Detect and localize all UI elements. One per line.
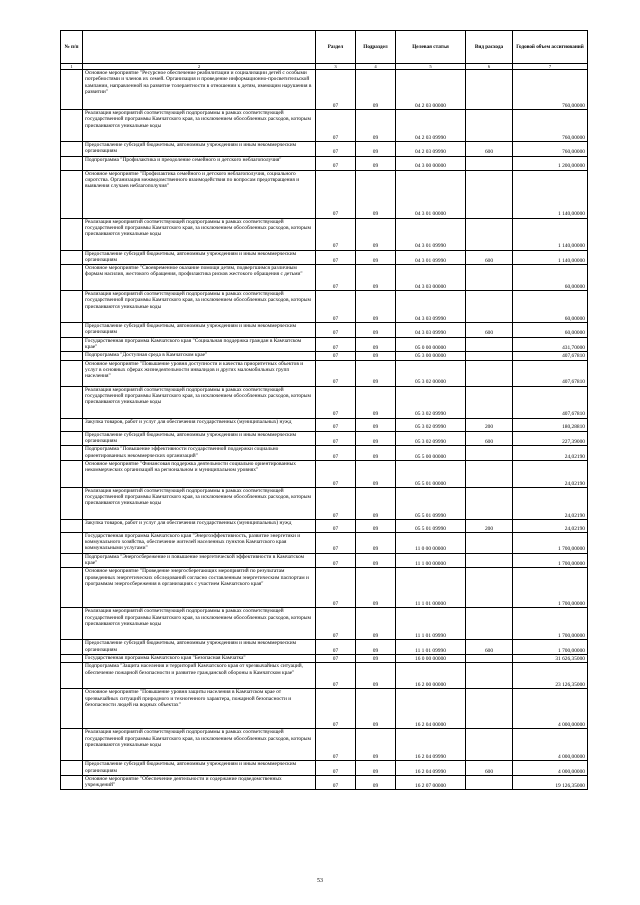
cell-celevaya: 16 2 04 00000 xyxy=(396,689,466,729)
table-row xyxy=(61,729,588,761)
cell-razdel: 07 xyxy=(316,265,356,291)
cell-sum: 4 000,00000 xyxy=(513,761,588,776)
table-row xyxy=(61,110,588,142)
cell-sum: 24,02190 xyxy=(513,460,588,487)
cell-num xyxy=(61,532,83,553)
cell-vid: 600 xyxy=(466,250,513,265)
cell-celevaya: 04 3 03 00000 xyxy=(396,265,466,291)
cell-vid xyxy=(466,460,513,487)
cell-num xyxy=(61,519,83,532)
table-row xyxy=(61,532,588,553)
cell-vid xyxy=(466,446,513,461)
cell-podrazdel: 09 xyxy=(356,360,396,386)
cell-vid xyxy=(466,156,513,170)
cell-sum: 4 000,00000 xyxy=(513,729,588,761)
cell-sum: 227,39000 xyxy=(513,431,588,446)
cell-num xyxy=(61,431,83,446)
table-row xyxy=(61,568,588,608)
row-label: Реализация мероприятий соответствующей подпрограммы в рамках соответствующей государственной программы Камчатского края, за исключением обособленных расходов, которым присваиваются уникальные коды xyxy=(85,487,311,507)
cell-num xyxy=(61,70,83,110)
cell-name xyxy=(83,654,316,662)
cell-name xyxy=(83,170,316,218)
cell-name xyxy=(83,553,316,568)
cell-name xyxy=(83,568,316,608)
table-row xyxy=(61,761,588,776)
cell-sum: 407,67810 xyxy=(513,352,588,360)
cell-sum: 24,02190 xyxy=(513,487,588,519)
table-row xyxy=(61,142,588,157)
column-number: 4 xyxy=(356,64,396,70)
table-row xyxy=(61,218,588,250)
cell-vid xyxy=(466,663,513,689)
row-label: Реализация мероприятий соответствующей подпрограммы в рамках соответствующей государственной программы Камчатского края, за исключением обособленных расходов, которым присваиваются уникальные коды xyxy=(85,608,311,627)
table-row xyxy=(61,70,588,110)
table-row xyxy=(61,553,588,568)
cell-sum: 407,67810 xyxy=(513,360,588,386)
table-row xyxy=(61,519,588,532)
cell-vid xyxy=(466,608,513,640)
header-obem: Годовой объем ассигнований xyxy=(513,31,588,64)
row-label: Основное мероприятие "Своевременное оказание помощи детям, подвергшимся различным формам насилия, жестокого обращения, профилактика рисков жестокого обращения с детьми" xyxy=(85,265,303,278)
cell-celevaya: 16 0 00 00000 xyxy=(396,654,466,662)
row-label: Подпрограмма "Повышение эффективности государственной поддержки социально ориентированных некоммерческих организаций" xyxy=(85,446,279,459)
row-label: Предоставление субсидий бюджетным, автономным учреждениям и иным некоммерческим организациям xyxy=(85,761,297,774)
cell-vid: 200 xyxy=(466,418,513,431)
cell-podrazdel: 09 xyxy=(356,446,396,461)
cell-razdel: 07 xyxy=(316,110,356,142)
cell-num xyxy=(61,487,83,519)
cell-razdel: 07 xyxy=(316,663,356,689)
cell-celevaya: 04 3 01 09990 xyxy=(396,218,466,250)
row-label: Государственная программа Камчатского края "Безопасная Камчатка" xyxy=(85,654,246,661)
cell-razdel: 07 xyxy=(316,156,356,170)
row-label: Предоставление субсидий бюджетным, автономным учреждениям и иным некоммерческим организациям xyxy=(85,431,297,444)
cell-sum: 23 126,35000 xyxy=(513,663,588,689)
cell-razdel: 07 xyxy=(316,70,356,110)
cell-name xyxy=(83,729,316,761)
cell-podrazdel: 09 xyxy=(356,663,396,689)
cell-vid xyxy=(466,654,513,662)
cell-celevaya: 04 2 03 09990 xyxy=(396,142,466,157)
table-row xyxy=(61,640,588,655)
cell-name xyxy=(83,640,316,655)
cell-podrazdel: 09 xyxy=(356,70,396,110)
cell-podrazdel: 09 xyxy=(356,654,396,662)
column-number: 2 xyxy=(83,64,316,70)
cell-razdel: 07 xyxy=(316,608,356,640)
row-label: Государственная программа Камчатского края "Энергоэффективность, развитие энергетики и коммунального хозяйства, обеспечение жителей населенных пунктов Камчатского края коммунальными услугами" xyxy=(85,532,301,552)
cell-razdel: 07 xyxy=(316,519,356,532)
cell-sum: 1 700,00000 xyxy=(513,553,588,568)
table-row xyxy=(61,663,588,689)
cell-celevaya: 04 3 03 09990 xyxy=(396,291,466,323)
row-label: Основное мероприятие "Ресурсное обеспечение реабилитации и социализации детей с особыми потребностями и членов их семей. Организация и проведение информационно-просветительской кампании, направленной на развитие толерантности в отношении к детям, имеющим нарушения в развитии" xyxy=(85,70,312,95)
cell-celevaya: 04 3 01 00000 xyxy=(396,170,466,218)
cell-podrazdel: 09 xyxy=(356,431,396,446)
cell-sum: 4 000,00000 xyxy=(513,689,588,729)
cell-podrazdel: 09 xyxy=(356,142,396,157)
cell-num xyxy=(61,568,83,608)
table-row xyxy=(61,156,588,170)
cell-num xyxy=(61,386,83,418)
cell-vid xyxy=(466,386,513,418)
cell-name xyxy=(83,460,316,487)
cell-name xyxy=(83,110,316,142)
cell-name xyxy=(83,532,316,553)
cell-num xyxy=(61,418,83,431)
cell-celevaya: 11 1 01 09990 xyxy=(396,608,466,640)
cell-name xyxy=(83,250,316,265)
cell-num xyxy=(61,218,83,250)
row-label: Основное мероприятие "Профилактика семейного и детского неблагополучия, социального сиротства. Организация межведомственного взаимодействия по вопросам предотвращения и выявления случаев неблагополучия" xyxy=(85,170,300,190)
cell-celevaya: 05 5 00 00000 xyxy=(396,446,466,461)
cell-podrazdel: 09 xyxy=(356,265,396,291)
table-row xyxy=(61,265,588,291)
header-razdel: Раздел xyxy=(316,31,356,64)
row-label: Реализация мероприятий соответствующей подпрограммы в рамках соответствующей государственной программы Камчатского края, за исключением обособленных расходов, которым присваиваются уникальные коды xyxy=(85,218,311,238)
cell-podrazdel: 09 xyxy=(356,386,396,418)
cell-celevaya: 16 2 04 09990 xyxy=(396,729,466,761)
cell-podrazdel: 09 xyxy=(356,110,396,142)
cell-name xyxy=(83,446,316,461)
cell-name xyxy=(83,352,316,360)
cell-name xyxy=(83,156,316,170)
row-label: Подпрограмма "Защита населения и территорий Камчатского края от чрезвычайных ситуаций, обеспечение пожарной безопасности и развитие гражданской обороны в Камчатском крае" xyxy=(85,663,304,676)
cell-podrazdel: 09 xyxy=(356,729,396,761)
cell-podrazdel: 09 xyxy=(356,156,396,170)
cell-podrazdel: 09 xyxy=(356,640,396,655)
cell-num xyxy=(61,608,83,640)
cell-razdel: 07 xyxy=(316,761,356,776)
cell-celevaya: 05 0 00 00000 xyxy=(396,337,466,352)
cell-vid xyxy=(466,291,513,323)
cell-num xyxy=(61,775,83,790)
table-row xyxy=(61,775,588,790)
cell-name xyxy=(83,775,316,790)
cell-name xyxy=(83,386,316,418)
budget-table xyxy=(60,30,588,790)
row-label: Основное мероприятие "Проведение энергосберегающих мероприятий по результатам проведенных энергетических обследований согласно составленным энергетическим паспортам и программам энергосбережения в организациях с участием Камчатского края" xyxy=(85,568,309,587)
cell-name xyxy=(83,761,316,776)
cell-podrazdel: 09 xyxy=(356,460,396,487)
cell-num xyxy=(61,663,83,689)
row-label: Реализация мероприятий соответствующей подпрограммы в рамках соответствующей государственной программы Камчатского края, за исключением обособленных расходов, которым присваиваются уникальные коды xyxy=(85,291,311,310)
row-label: Реализация мероприятий соответствующей подпрограммы в рамках соответствующей государственной программы Камчатского края, за исключением обособленных расходов, которым присваиваются уникальные коды xyxy=(85,110,311,129)
cell-celevaya: 05 3 02 09990 xyxy=(396,418,466,431)
cell-name xyxy=(83,142,316,157)
cell-celevaya: 04 2 03 00000 xyxy=(396,70,466,110)
table-row xyxy=(61,460,588,487)
cell-sum: 407,67810 xyxy=(513,386,588,418)
cell-celevaya: 05 3 02 09990 xyxy=(396,386,466,418)
cell-celevaya: 16 2 07 00000 xyxy=(396,775,466,790)
cell-podrazdel: 09 xyxy=(356,553,396,568)
cell-name xyxy=(83,323,316,338)
cell-celevaya: 05 5 01 09990 xyxy=(396,487,466,519)
cell-sum: 60,00000 xyxy=(513,265,588,291)
cell-name xyxy=(83,265,316,291)
cell-vid xyxy=(466,689,513,729)
cell-num xyxy=(61,446,83,461)
cell-name xyxy=(83,337,316,352)
cell-razdel: 07 xyxy=(316,291,356,323)
cell-razdel: 07 xyxy=(316,250,356,265)
cell-vid xyxy=(466,70,513,110)
cell-sum: 24,02190 xyxy=(513,519,588,532)
header-name xyxy=(83,31,316,64)
cell-podrazdel: 09 xyxy=(356,218,396,250)
cell-vid: 600 xyxy=(466,431,513,446)
cell-name xyxy=(83,519,316,532)
cell-num xyxy=(61,640,83,655)
cell-num xyxy=(61,170,83,218)
cell-podrazdel: 09 xyxy=(356,250,396,265)
cell-podrazdel: 09 xyxy=(356,352,396,360)
cell-podrazdel: 09 xyxy=(356,568,396,608)
cell-razdel: 07 xyxy=(316,568,356,608)
cell-razdel: 07 xyxy=(316,360,356,386)
cell-razdel: 07 xyxy=(316,386,356,418)
cell-num xyxy=(61,142,83,157)
cell-vid: 600 xyxy=(466,142,513,157)
cell-num xyxy=(61,689,83,729)
cell-celevaya: 16 2 04 09990 xyxy=(396,761,466,776)
cell-razdel: 07 xyxy=(316,460,356,487)
cell-num xyxy=(61,110,83,142)
cell-sum: 760,00000 xyxy=(513,110,588,142)
cell-razdel: 07 xyxy=(316,446,356,461)
cell-celevaya: 16 2 00 00000 xyxy=(396,663,466,689)
cell-num xyxy=(61,360,83,386)
header-podrazdel: Подраздел xyxy=(356,31,396,64)
cell-vid xyxy=(466,352,513,360)
row-label: Основное мероприятие "Финансовая поддержка деятельности социально ориентированных некоммерческих организаций на региональном и муниципальном уровнях" xyxy=(85,460,296,474)
cell-podrazdel: 09 xyxy=(356,337,396,352)
cell-vid xyxy=(466,218,513,250)
cell-num xyxy=(61,352,83,360)
cell-razdel: 07 xyxy=(316,689,356,729)
cell-celevaya: 11 1 01 00000 xyxy=(396,568,466,608)
table-header-row xyxy=(61,31,588,64)
column-number: 1 xyxy=(61,64,83,70)
table-body xyxy=(61,70,588,790)
cell-podrazdel: 09 xyxy=(356,170,396,218)
cell-podrazdel: 09 xyxy=(356,532,396,553)
cell-vid xyxy=(466,553,513,568)
cell-sum: 19 126,35000 xyxy=(513,775,588,790)
column-number: 3 xyxy=(316,64,356,70)
cell-sum: 760,00000 xyxy=(513,142,588,157)
table-row xyxy=(61,418,588,431)
cell-num xyxy=(61,460,83,487)
row-label: Подпрограмма "Профилактика и преодоление семейного и детского неблагополучия" xyxy=(85,156,282,163)
header-num: № п/п xyxy=(61,31,83,64)
cell-vid xyxy=(466,487,513,519)
cell-vid xyxy=(466,532,513,553)
row-label: Предоставление субсидий бюджетным, автономным учреждениям и иным некоммерческим организациям xyxy=(85,250,297,263)
row-label: Основное мероприятие "Обеспечение деятельности и содержание подведомственных учреждений" xyxy=(85,775,282,789)
table-row xyxy=(61,487,588,519)
cell-razdel: 07 xyxy=(316,729,356,761)
cell-name xyxy=(83,218,316,250)
cell-num xyxy=(61,337,83,352)
cell-name xyxy=(83,418,316,431)
cell-vid xyxy=(466,170,513,218)
cell-name xyxy=(83,291,316,323)
cell-num xyxy=(61,156,83,170)
cell-sum: 1 700,00000 xyxy=(513,532,588,553)
table-row xyxy=(61,337,588,352)
cell-celevaya: 05 3 00 00000 xyxy=(396,352,466,360)
table-row xyxy=(61,431,588,446)
cell-razdel: 07 xyxy=(316,170,356,218)
cell-razdel: 07 xyxy=(316,640,356,655)
cell-podrazdel: 09 xyxy=(356,761,396,776)
cell-vid: 600 xyxy=(466,323,513,338)
cell-num xyxy=(61,323,83,338)
row-label: Реализация мероприятий соответствующей подпрограммы в рамках соответствующей государственной программы Камчатского края, за исключением обособленных расходов, которым присваиваются уникальные коды xyxy=(85,386,311,406)
row-label: Реализация мероприятий соответствующей подпрограммы в рамках соответствующей государственной программы Камчатского края, за исключением обособленных расходов, которым присваиваются уникальные коды xyxy=(85,729,311,748)
cell-celevaya: 11 0 00 00000 xyxy=(396,532,466,553)
cell-razdel: 07 xyxy=(316,337,356,352)
cell-celevaya: 05 5 01 09990 xyxy=(396,519,466,532)
cell-name xyxy=(83,70,316,110)
row-label: Подпрограмма "Доступная среда в Камчатском крае" xyxy=(85,352,208,359)
cell-podrazdel: 09 xyxy=(356,775,396,790)
cell-num xyxy=(61,265,83,291)
cell-name xyxy=(83,608,316,640)
table-row xyxy=(61,608,588,640)
cell-razdel: 07 xyxy=(316,323,356,338)
cell-razdel: 07 xyxy=(316,218,356,250)
cell-vid xyxy=(466,729,513,761)
header-celevaya: Целевая статья xyxy=(396,31,466,64)
cell-razdel: 07 xyxy=(316,142,356,157)
cell-razdel: 07 xyxy=(316,553,356,568)
cell-celevaya: 04 2 03 09990 xyxy=(396,110,466,142)
cell-razdel: 07 xyxy=(316,431,356,446)
cell-razdel: 07 xyxy=(316,418,356,431)
cell-razdel: 07 xyxy=(316,654,356,662)
table-row xyxy=(61,170,588,218)
cell-sum: 431,70000 xyxy=(513,337,588,352)
cell-celevaya: 04 3 01 09990 xyxy=(396,250,466,265)
cell-sum: 31 626,35000 xyxy=(513,654,588,662)
cell-name xyxy=(83,360,316,386)
cell-vid xyxy=(466,775,513,790)
cell-sum: 180,28810 xyxy=(513,418,588,431)
cell-podrazdel: 09 xyxy=(356,689,396,729)
cell-num xyxy=(61,729,83,761)
cell-podrazdel: 09 xyxy=(356,519,396,532)
cell-name xyxy=(83,689,316,729)
row-label: Закупка товаров, работ и услуг для обеспечения государственных (муниципальных) нужд xyxy=(85,418,292,425)
header-vid: Вид расхода xyxy=(466,31,513,64)
cell-vid xyxy=(466,265,513,291)
cell-num xyxy=(61,553,83,568)
cell-sum: 1 700,00000 xyxy=(513,640,588,655)
cell-razdel: 07 xyxy=(316,532,356,553)
cell-podrazdel: 09 xyxy=(356,291,396,323)
table-row xyxy=(61,689,588,729)
cell-num xyxy=(61,654,83,662)
cell-podrazdel: 09 xyxy=(356,487,396,519)
row-label: Закупка товаров, работ и услуг для обеспечения государственных (муниципальных) нужд xyxy=(85,519,292,526)
row-label: Предоставление субсидий бюджетным, автономным учреждениям и иным некоммерческим организациям xyxy=(85,142,297,155)
table-row xyxy=(61,654,588,662)
cell-num xyxy=(61,291,83,323)
cell-razdel: 07 xyxy=(316,775,356,790)
cell-sum: 1 140,00000 xyxy=(513,218,588,250)
page-number: 53 xyxy=(317,878,323,884)
cell-vid xyxy=(466,568,513,608)
cell-name xyxy=(83,663,316,689)
cell-sum: 1 700,00000 xyxy=(513,568,588,608)
cell-sum: 24,02190 xyxy=(513,446,588,461)
cell-vid xyxy=(466,110,513,142)
cell-celevaya: 05 3 02 09990 xyxy=(396,431,466,446)
cell-celevaya: 04 3 00 00000 xyxy=(396,156,466,170)
cell-sum: 60,00000 xyxy=(513,291,588,323)
table-row xyxy=(61,250,588,265)
row-label: Предоставление субсидий бюджетным, автономным учреждениям и иным некоммерческим организациям xyxy=(85,323,297,336)
table-row xyxy=(61,291,588,323)
cell-sum: 60,00000 xyxy=(513,323,588,338)
cell-name xyxy=(83,431,316,446)
cell-celevaya: 11 1 00 00000 xyxy=(396,553,466,568)
cell-name xyxy=(83,487,316,519)
table-row xyxy=(61,446,588,461)
cell-sum: 760,00000 xyxy=(513,70,588,110)
cell-celevaya: 04 3 03 09990 xyxy=(396,323,466,338)
cell-razdel: 07 xyxy=(316,487,356,519)
cell-vid: 600 xyxy=(466,761,513,776)
cell-podrazdel: 09 xyxy=(356,418,396,431)
cell-vid: 200 xyxy=(466,519,513,532)
table-row xyxy=(61,323,588,338)
table-row xyxy=(61,386,588,418)
column-number: 6 xyxy=(466,64,513,70)
table-row xyxy=(61,360,588,386)
row-label: Предоставление субсидий бюджетным, автономным учреждениям и иным некоммерческим организациям xyxy=(85,640,297,653)
budget-table-container xyxy=(60,30,587,790)
column-number: 5 xyxy=(396,64,466,70)
cell-num xyxy=(61,250,83,265)
cell-sum: 1 140,00000 xyxy=(513,250,588,265)
row-label: Государственная программа Камчатского края "Социальная поддержка граждан в Камчатском крае" xyxy=(85,337,302,351)
cell-sum: 1 200,00000 xyxy=(513,156,588,170)
table-row xyxy=(61,352,588,360)
cell-razdel: 07 xyxy=(316,352,356,360)
cell-vid xyxy=(466,337,513,352)
cell-vid: 600 xyxy=(466,640,513,655)
row-label: Основное мероприятие "Повышение уровня защиты населения в Камчатском крае от чрезвычайных ситуаций природного и техногенного характера, пожарной безопасности и безопасности людей на водных объектах" xyxy=(85,689,292,708)
cell-podrazdel: 09 xyxy=(356,323,396,338)
cell-celevaya: 05 3 02 00000 xyxy=(396,360,466,386)
cell-celevaya: 05 5 01 00000 xyxy=(396,460,466,487)
row-label: Подпрограмма "Энергосбережение и повышение энергетической эффективности в Камчатском крае" xyxy=(85,553,305,567)
cell-podrazdel: 09 xyxy=(356,608,396,640)
cell-vid xyxy=(466,360,513,386)
cell-sum: 1 140,00000 xyxy=(513,170,588,218)
cell-sum: 1 700,00000 xyxy=(513,608,588,640)
cell-num xyxy=(61,761,83,776)
cell-celevaya: 11 1 01 09990 xyxy=(396,640,466,655)
row-label: Основное мероприятие "Повышение уровня доступности и качества приоритетных объектов и услуг в основных сферах жизнедеятельности инвалидов и других маломобильных групп населения" xyxy=(85,360,304,380)
column-number: 7 xyxy=(513,64,588,70)
